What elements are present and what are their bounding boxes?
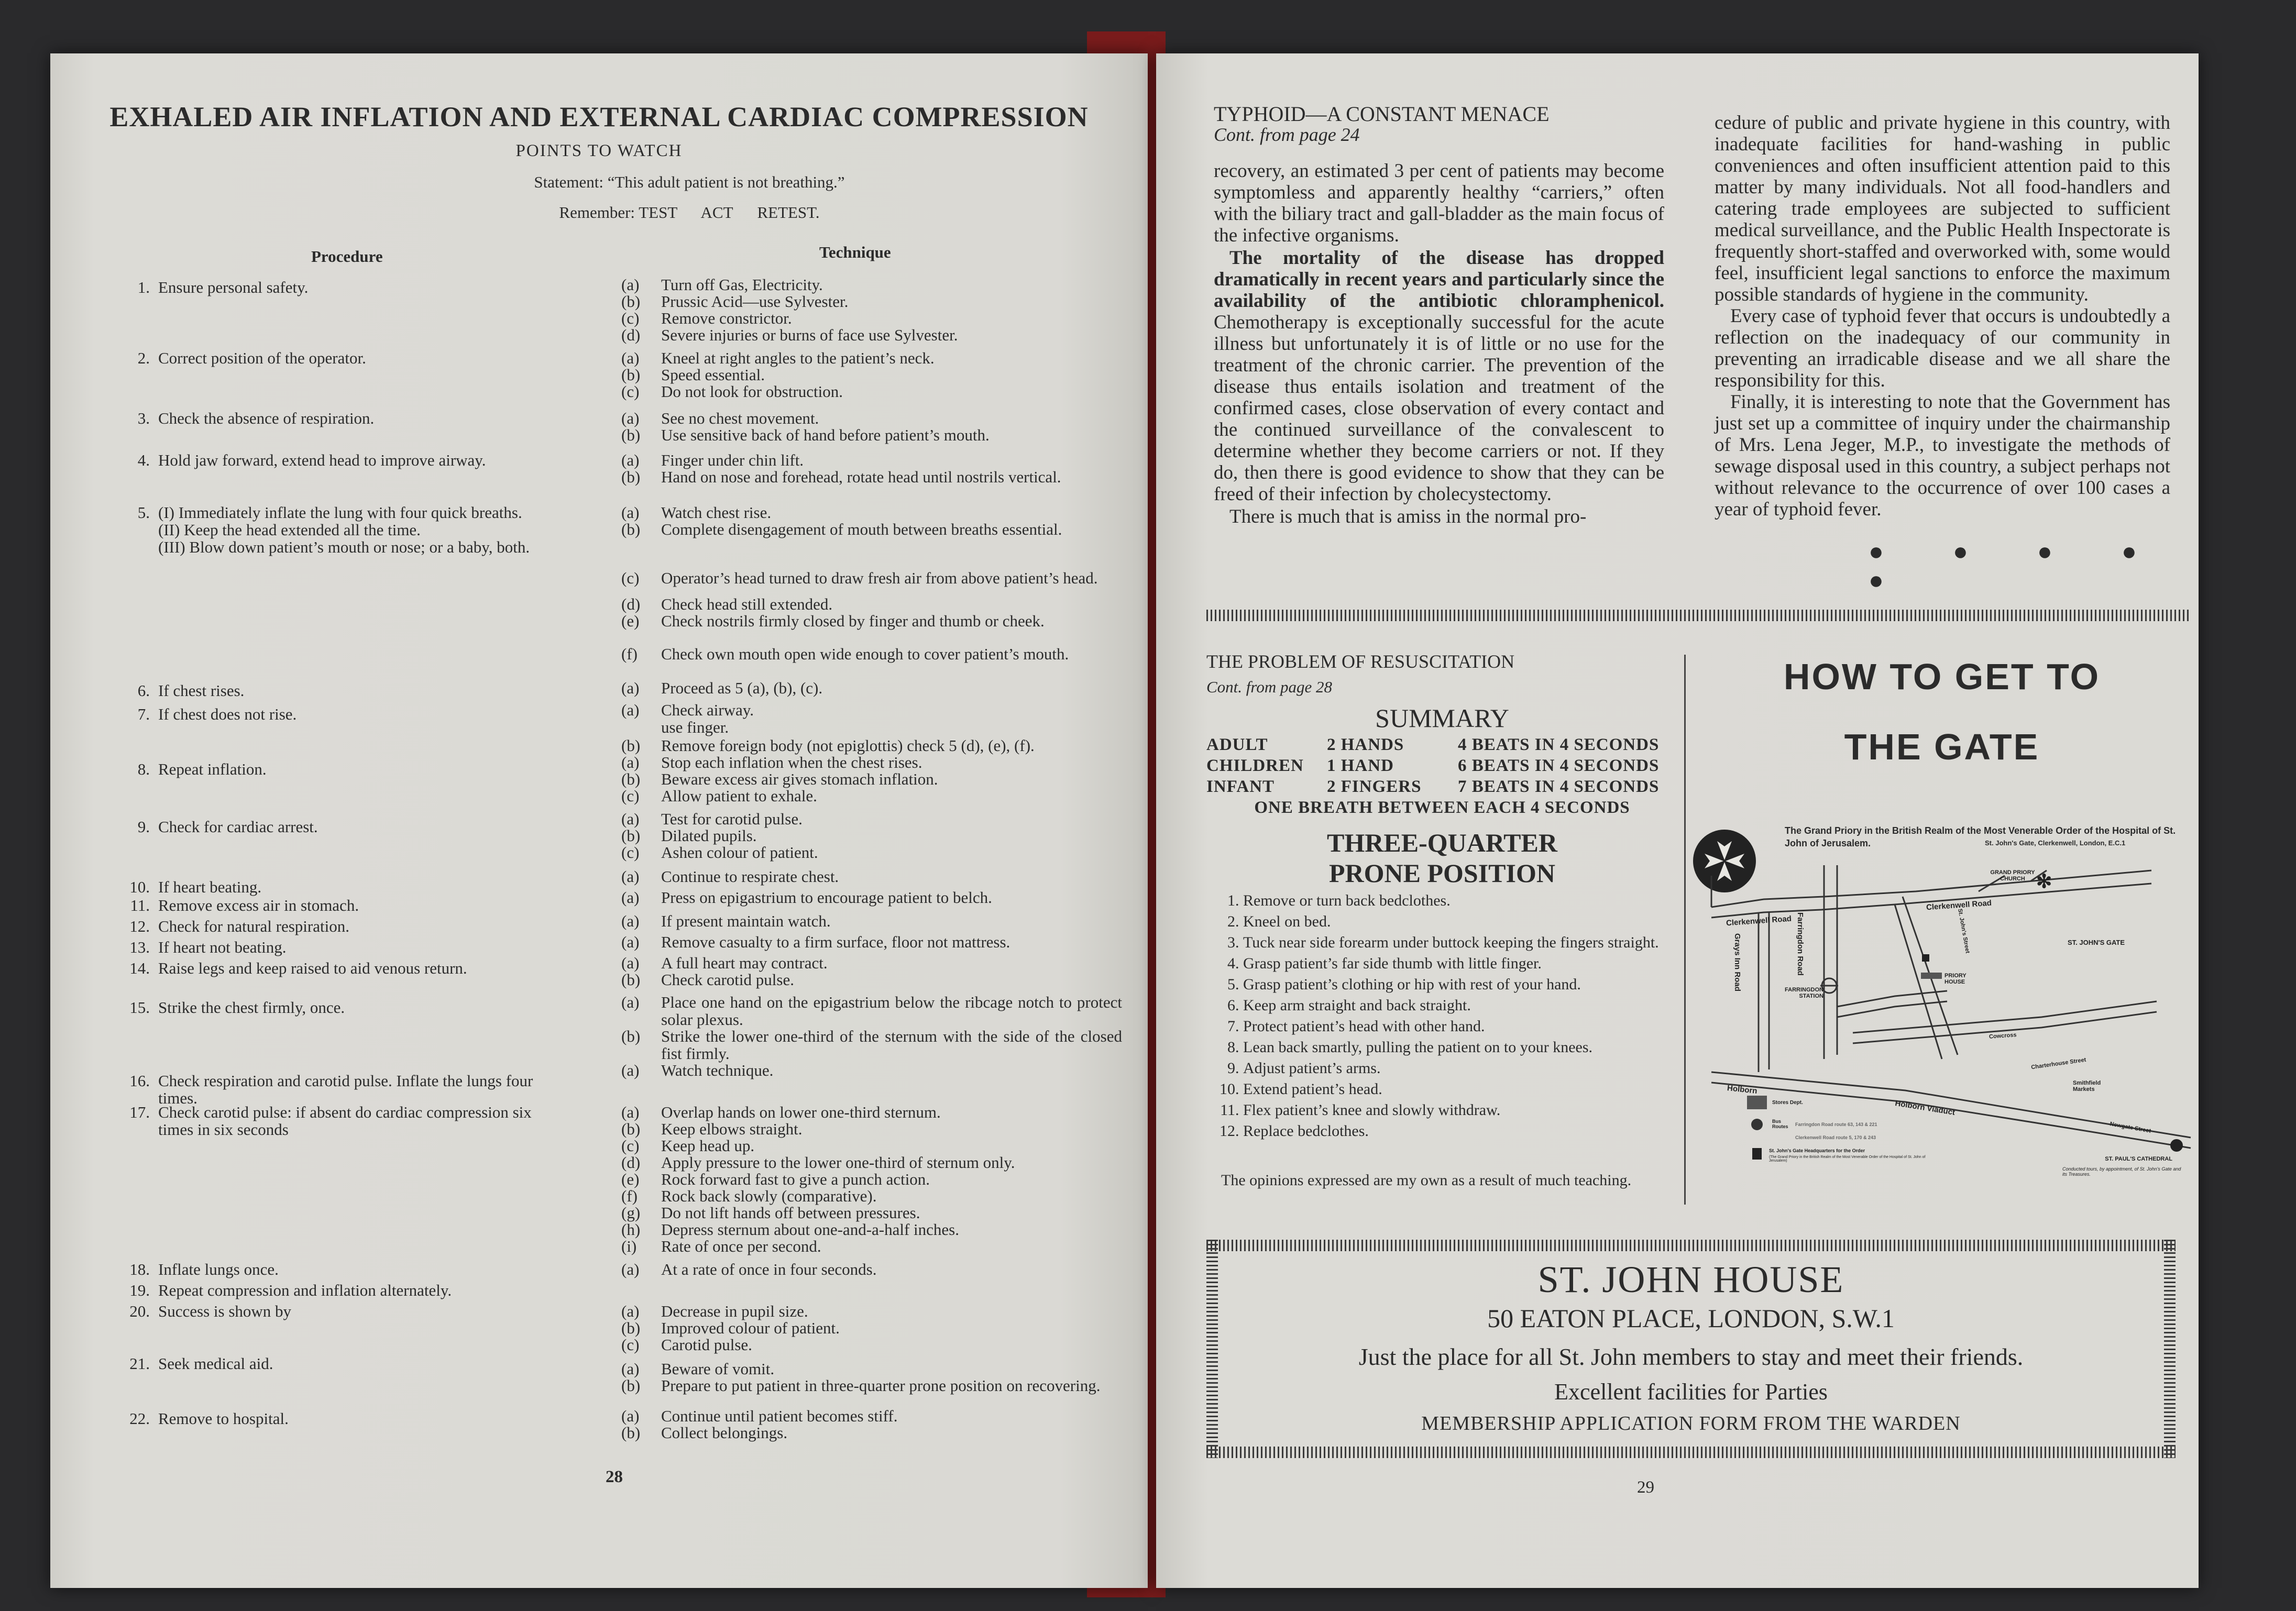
technique-letter: (a) [621, 888, 640, 907]
technique-text: Kneel at right angles to the patient’s neck. [661, 349, 935, 367]
technique-text: Continue until patient becomes stiff. [661, 1407, 898, 1425]
procedure-text: Success is shown by [158, 1302, 292, 1320]
technique-letter: (f) [621, 645, 638, 663]
section-divider [1206, 610, 2191, 621]
prone-step: 7. Protect patient’s head with other hand. [1243, 1016, 1678, 1037]
technique-text: Keep elbows straight. [661, 1120, 803, 1138]
prone-step: 12. Replace bedclothes. [1243, 1121, 1678, 1142]
summary-beats: 6 BEATS IN 4 SECONDS [1458, 756, 1660, 775]
farringdon-road-label: Farringdon Road [1796, 912, 1805, 976]
prone-step: 9. Adjust patient’s arms. [1243, 1058, 1678, 1079]
technique-letter: (b) [621, 468, 641, 486]
technique-letter: (b) [621, 736, 641, 755]
prone-step: 6. Keep arm straight and back straight. [1243, 995, 1678, 1016]
technique-text: Depress sternum about one-and-a-half inches. [661, 1220, 959, 1239]
summary-heading: SUMMARY [1375, 703, 1509, 733]
technique-letter: (b) [621, 1319, 641, 1337]
cowcross-label: Cowcross [1989, 1032, 2017, 1040]
technique-letter: (a) [621, 933, 640, 951]
holborn-label: Holborn [1727, 1084, 1758, 1096]
summary-who: INFANT [1206, 777, 1275, 796]
technique-text: Hand on nose and forehead, rotate head until nostrils vertical. [661, 468, 1061, 486]
technique-text: Watch technique. [661, 1061, 774, 1079]
procedure-number: 4. [137, 451, 150, 469]
grand-priory-church-label: GRAND PRIORY CHURCH [1990, 869, 2035, 882]
technique-letter: (a) [621, 1360, 640, 1378]
technique-text: Check own mouth open wide enough to cover patient’s mouth. [661, 645, 1069, 663]
procedure-number: 21. [129, 1354, 150, 1373]
technique-text: Prepare to put patient in three-quarter prone position on recovering. [661, 1376, 1101, 1395]
technique-text: Remove constrictor. [661, 309, 792, 327]
legend-gate-detail: (The Grand Priory in the British Realm of the Most Venerable Order of the Hospital of St. John of Jerusalem) [1769, 1155, 1926, 1163]
prone-step: 8. Lean back smartly, pulling the patient on to your knees. [1243, 1037, 1678, 1058]
technique-text: Severe injuries or burns of face use Sylvester. [661, 326, 958, 344]
smithfield-label: Smithfield Markets [2073, 1080, 2101, 1093]
prone-step: 1. Remove or turn back bedclothes. [1243, 890, 1678, 911]
procedure-number: 18. [129, 1260, 150, 1278]
technique-text: Rate of once per second. [661, 1237, 821, 1255]
technique-letter: (a) [621, 409, 640, 427]
prone-step: 10. Extend patient’s head. [1243, 1079, 1678, 1100]
technique-letter: (a) [621, 993, 640, 1011]
technique-letter: (c) [621, 843, 640, 862]
typhoid-bold-lead: The mortality of the disease has dropped dramatically in recent years and particularly since the availability of the antibiotic chloramphenicol. [1214, 247, 1664, 312]
procedure-number: 3. [137, 409, 150, 427]
technique-text: Prussic Acid—use Sylvester. [661, 292, 849, 311]
procedure-text: If heart beating. [158, 878, 262, 896]
typhoid-title: TYPHOID—A CONSTANT MENACE [1214, 102, 1550, 126]
technique-letter: (c) [621, 569, 640, 587]
technique-text: Do not lift hands off between pressures. [661, 1204, 920, 1222]
technique-letter: (b) [621, 970, 641, 989]
technique-letter: (b) [621, 1376, 641, 1395]
prone-step: 2. Kneel on bed. [1243, 911, 1678, 932]
typhoid-para: Every case of typhoid fever that occurs is undoubtedly a reflection on the inadequacy of our community in preventing an irradicable disease and we all share the responsibility for this. [1715, 305, 2170, 391]
gate-intro: The Grand Priory in the British Realm of the Most Venerable Order of the Hospital of St. John of Jerusalem. [1785, 825, 2176, 848]
procedure-number: 5. [137, 503, 150, 522]
technique-letter: (c) [621, 1136, 640, 1155]
procedure-number: 2. [137, 349, 150, 367]
typhoid-para: Finally, it is interesting to note that the Government has just set up a committee of inquiry under the chairmanship of Mrs. Lena Jeger, M.P., to investigate the methods of sewage disposal used in this country, a subject perhaps not without relevance to the occurrence of over 100 cases a year of typhoid fever. [1715, 391, 2170, 520]
legend-gate: St. John's Gate Headquarters for the Order [1769, 1148, 1865, 1153]
advert-border-top [1206, 1240, 2176, 1251]
technique-letter: (a) [621, 1407, 640, 1425]
technique-text: Decrease in pupil size. [661, 1302, 808, 1320]
procedure-number: 15. [129, 998, 150, 1017]
technique-text: Rock back slowly (comparative). [661, 1187, 877, 1205]
procedure-text: If chest does not rise. [158, 705, 297, 723]
technique-text: Place one hand on the epigastrium below the ribcage notch to protect solar plexus. [661, 993, 1122, 1029]
bus-routes-symbol [1751, 1119, 1763, 1130]
procedure-text: (I) Immediately inflate the lung with four quick breaths. (II) Keep the head extended all the time. (III) Blow down patient’s mouth or nose; or a baby, both. [158, 503, 530, 556]
gate-title-2: THE GATE [1844, 726, 2040, 767]
clerkenwell-road-east-label: Clerkenwell Road [1926, 898, 1992, 912]
technique-letter: (e) [621, 612, 640, 630]
technique-letter: (c) [621, 787, 640, 805]
procedure-text: Ensure personal safety. [158, 278, 309, 296]
procedure-text: Repeat inflation. [158, 760, 267, 778]
prone-steps [1206, 890, 1678, 1142]
technique-letter: (b) [621, 292, 641, 311]
prone-heading-2: PRONE POSITION [1328, 858, 1555, 888]
procedure-number: 9. [137, 818, 150, 836]
procedure-text: If heart not beating. [158, 938, 287, 956]
gate-marker [1922, 954, 1929, 962]
technique-letter: (b) [621, 1424, 641, 1442]
page-number: 28 [606, 1467, 623, 1486]
technique-header: Technique [819, 243, 891, 261]
procedure-text: Seek medical aid. [158, 1354, 273, 1373]
st-pauls-symbol [2170, 1139, 2183, 1152]
technique-letter: (a) [621, 503, 640, 522]
technique-letter: (a) [621, 701, 640, 719]
technique-letter: (a) [621, 810, 640, 828]
charterhouse-label: Charterhouse Street [2030, 1056, 2087, 1071]
procedure-number: 10. [129, 878, 150, 896]
procedure-text: Check respiration and carotid pulse. Inflate the lungs four times. [158, 1072, 533, 1107]
st-pauls-label: ST. PAUL'S CATHEDRAL [2105, 1156, 2172, 1162]
summary-footer: ONE BREATH BETWEEN EACH 4 SECONDS [1254, 798, 1630, 817]
technique-text: Do not look for obstruction. [661, 382, 843, 401]
summary-who: CHILDREN [1206, 756, 1304, 775]
technique-letter: (b) [621, 770, 641, 788]
end-dots: ● ● ● ● ● [1869, 538, 2168, 594]
summary-who: ADULT [1206, 735, 1268, 754]
gate-title-1: HOW TO GET TO [1783, 656, 2101, 697]
technique-letter: (a) [621, 912, 640, 930]
house-address: 50 EATON PLACE, LONDON, S.W.1 [1487, 1304, 1895, 1333]
procedure-text: Check the absence of respiration. [158, 409, 375, 427]
street-map [1696, 860, 2193, 1185]
technique-text: See no chest movement. [661, 409, 819, 427]
stores-dept-symbol [1747, 1096, 1767, 1109]
summary-beats: 4 BEATS IN 4 SECONDS [1458, 735, 1660, 754]
technique-letter: (c) [621, 309, 640, 327]
prone-step: 4. Grasp patient’s far side thumb with little finger. [1243, 953, 1678, 974]
technique-letter: (a) [621, 867, 640, 886]
procedure-number: 20. [129, 1302, 150, 1320]
technique-letter: (a) [621, 954, 640, 972]
technique-text: Improved colour of patient. [661, 1319, 840, 1337]
procedure-number: 14. [129, 959, 150, 977]
prone-step: 3. Tuck near side forearm under buttock keeping the fingers straight. [1243, 932, 1678, 953]
newgate-street-label: Newgate Street [2109, 1121, 2151, 1134]
technique-text: Beware of vomit. [661, 1360, 775, 1378]
procedure-text: Strike the chest firmly, once. [158, 998, 345, 1017]
prone-step: 5. Grasp patient’s clothing or hip with rest of your hand. [1243, 974, 1678, 995]
technique-text: Check carotid pulse. [661, 970, 794, 989]
technique-text: Rock forward fast to give a punch action. [661, 1170, 930, 1188]
procedure-text: Raise legs and keep raised to aid venous return. [158, 959, 467, 977]
technique-letter: (b) [621, 1120, 641, 1138]
summary-beats: 7 BEATS IN 4 SECONDS [1458, 777, 1660, 796]
technique-text: Stop each inflation when the chest rises. [661, 753, 922, 771]
tours-note: Conducted tours, by appointment, of St. John's Gate and its Treasures. [2062, 1166, 2181, 1177]
technique-text: Dilated pupils. [661, 826, 757, 845]
legend-stores: Stores Dept. [1772, 1100, 1803, 1106]
technique-text: Keep head up. [661, 1136, 755, 1155]
technique-text: Check nostrils firmly closed by finger and thumb or cheek. [661, 612, 1045, 630]
grays-inn-road-label: Grays Inn Road [1733, 933, 1742, 991]
house-line-2: Excellent facilities for Parties [1554, 1379, 1828, 1405]
technique-letter: (d) [621, 1153, 641, 1172]
page-title: EXHALED AIR INFLATION AND EXTERNAL CARDIAC COMPRESSION [109, 101, 1089, 133]
procedure-number: 22. [129, 1409, 150, 1428]
procedure-number: 17. [129, 1103, 150, 1121]
technique-letter: (a) [621, 1061, 640, 1079]
technique-letter: (b) [621, 1027, 641, 1045]
procedure-header: Procedure [311, 247, 383, 266]
technique-letter: (a) [621, 275, 640, 294]
technique-text: Complete disengagement of mouth between breaths essential. [661, 520, 1062, 538]
typhoid-para: cedure of public and private hygiene in this country, with inadequate facilities for hand-washing in public conveniences and often insufficient attention paid to this matter by many individuals. Not all food-handlers and catering trade employees are subjected to sufficient medical surveillance, and the Public Health Inspectorate is frequently short-staffed and overworked with, some would feel, insufficient legal sanctions to enforce the maximum possible standards of hygiene in the community. [1715, 112, 2170, 305]
technique-letter: (h) [621, 1220, 641, 1239]
procedure-text: Hold jaw forward, extend head to improve airway. [158, 451, 486, 469]
technique-letter: (d) [621, 326, 641, 344]
technique-text: Speed essential. [661, 366, 765, 384]
technique-text: If present maintain watch. [661, 912, 831, 930]
gate-address: St. John's Gate, Clerkenwell, London, E.C.1 [1985, 839, 2126, 847]
technique-letter: (a) [621, 1103, 640, 1121]
procedure-number: 16. [129, 1072, 150, 1090]
technique-text: Collect belongings. [661, 1424, 788, 1442]
procedure-number: 12. [129, 917, 150, 935]
procedure-text: Correct position of the operator. [158, 349, 366, 367]
summary-hands: 2 FINGERS [1327, 777, 1422, 796]
gate-legend-symbol [1752, 1148, 1762, 1160]
technique-text: Carotid pulse. [661, 1336, 752, 1354]
technique-letter: (e) [621, 1170, 640, 1188]
prone-step: 11. Flex patient’s knee and slowly withdraw. [1243, 1100, 1678, 1121]
prone-heading-1: THREE-QUARTER [1327, 828, 1557, 857]
legend-bus-detail-2: Clerkenwell Road route 5, 170 & 243 [1795, 1135, 1876, 1140]
technique-column [621, 53, 1135, 1588]
house-line-3: MEMBERSHIP APPLICATION FORM FROM THE WARDEN [1421, 1413, 1961, 1435]
right-page [1156, 53, 2199, 1588]
typhoid-column-2 [1715, 112, 2170, 520]
procedure-text: Inflate lungs once. [158, 1260, 279, 1278]
advert-border-bottom [1206, 1447, 2176, 1458]
technique-text: Ashen colour of patient. [661, 843, 818, 862]
holborn-viaduct-label: Holborn Viaduct [1894, 1099, 1956, 1117]
technique-text: Continue to respirate chest. [661, 867, 839, 886]
technique-text: Operator’s head turned to draw fresh air from above patient’s head. [661, 569, 1098, 587]
technique-letter: (d) [621, 595, 641, 613]
priory-house-block [1921, 973, 1942, 979]
typhoid-cont: Cont. from page 24 [1214, 124, 1360, 145]
house-name: ST. JOHN HOUSE [1537, 1259, 1844, 1300]
st-johns-gate-label: ST. JOHN'S GATE [2068, 939, 2125, 946]
technique-text: Turn off Gas, Electricity. [661, 275, 823, 294]
typhoid-column-1 [1214, 160, 1664, 527]
typhoid-para: recovery, an estimated 3 per cent of patients may become symptomless and apparently healthy “carriers,” often with the biliary tract and gall-bladder as the main focus of the infective organisms. [1214, 160, 1664, 246]
procedure-number: 6. [137, 681, 150, 700]
procedure-column [118, 53, 642, 1588]
statement: Statement: “This adult patient is not breathing.” [534, 173, 845, 191]
technique-text: Press on epigastrium to encourage patient to belch. [661, 888, 992, 907]
technique-text: Finger under chin lift. [661, 451, 804, 469]
technique-letter: (a) [621, 753, 640, 771]
technique-letter: (a) [621, 349, 640, 367]
technique-letter: (g) [621, 1204, 641, 1222]
farringdon-station-label: FARRINGDON STATION [1785, 987, 1823, 999]
technique-text: Apply pressure to the lower one-third of sternum only. [661, 1153, 1015, 1172]
technique-letter: (c) [621, 1336, 640, 1354]
resus-cont: Cont. from page 28 [1206, 678, 1332, 696]
technique-letter: (i) [621, 1237, 637, 1255]
resus-title: THE PROBLEM OF RESUSCITATION [1206, 651, 1515, 672]
resus-closing: The opinions expressed are my own as a result of much teaching. [1221, 1172, 1632, 1189]
procedure-text: Check for natural respiration. [158, 917, 349, 935]
procedure-number: 1. [137, 278, 150, 296]
technique-letter: (a) [621, 451, 640, 469]
page-subtitle: POINTS TO WATCH [515, 141, 683, 160]
technique-letter: (b) [621, 366, 641, 384]
typhoid-para-rest: Chemotherapy is exceptionally successful for the acute illness but unfortunately it is of little or no use for the treatment of the chronic carrier. The prevention of the disease thus entails isolation and treatment of the confirmed cases, close observation of every contact and the continued surveillance of the convalescent to determine whether they become carriers or not. If they do, then there is good evidence to show that they can be freed of their infection by cholecystectomy. [1214, 312, 1664, 505]
technique-text: Strike the lower one-third of the sternum with the side of the closed fist firmly. [661, 1027, 1122, 1063]
procedure-text: If chest rises. [158, 681, 245, 700]
technique-letter: (b) [621, 520, 641, 538]
technique-letter: (b) [621, 426, 641, 444]
technique-text: Test for carotid pulse. [661, 810, 803, 828]
technique-text: Watch chest rise. [661, 503, 772, 522]
technique-letter: (a) [621, 679, 640, 697]
technique-text: A full heart may contract. [661, 954, 828, 972]
page-number: 29 [1637, 1478, 1654, 1497]
technique-text: Proceed as 5 (a), (b), (c). [661, 679, 823, 697]
remember-line: Remember: TEST ACT RETEST. [559, 203, 820, 222]
technique-letter: (f) [621, 1187, 638, 1205]
st-johns-street-label: St. John's Street [1957, 908, 1971, 954]
technique-text: At a rate of once in four seconds. [661, 1260, 877, 1278]
procedure-text: Check for cardiac arrest. [158, 818, 318, 836]
technique-letter: (b) [621, 826, 641, 845]
procedure-number: 7. [137, 705, 150, 723]
procedure-number: 13. [129, 938, 150, 956]
priory-house-label: PRIORY HOUSE [1945, 973, 1967, 985]
clerkenwell-road-west-label: Clerkenwell Road [1726, 914, 1792, 928]
technique-text: Allow patient to exhale. [661, 787, 817, 805]
procedure-text: Remove to hospital. [158, 1409, 289, 1428]
technique-text: Check head still extended. [661, 595, 833, 613]
technique-letter: (c) [621, 382, 640, 401]
technique-text: Overlap hands on lower one-third sternum. [661, 1103, 941, 1121]
prone-steps-list [1206, 890, 1678, 1142]
technique-text: Beware excess air gives stomach inflation. [661, 770, 938, 788]
procedure-number: 19. [129, 1281, 150, 1299]
legend-bus-detail-1: Farringdon Road route 63, 143 & 221 [1795, 1122, 1877, 1127]
technique-text: Remove foreign body (not epiglottis) check 5 (d), (e), (f). [661, 736, 1035, 755]
technique-letter: (a) [621, 1302, 640, 1320]
typhoid-para [1214, 247, 1664, 505]
technique-text: Remove casualty to a firm surface, floor not mattress. [661, 933, 1010, 951]
church-icon: ✻ [2036, 870, 2052, 892]
summary-hands: 2 HANDS [1327, 735, 1404, 754]
column-divider [1684, 655, 1686, 1205]
technique-text: Use sensitive back of hand before patient’s mouth. [661, 426, 990, 444]
procedure-number: 8. [137, 760, 150, 778]
procedure-text: Repeat compression and inflation alternately. [158, 1281, 452, 1299]
typhoid-para: There is much that is amiss in the normal pro- [1229, 506, 1587, 527]
summary-hands: 1 HAND [1327, 756, 1394, 775]
technique-text: Check airway. use finger. [661, 701, 754, 736]
left-page [50, 53, 1148, 1588]
procedure-text: Check carotid pulse: if absent do cardiac compression six times in six seconds [158, 1103, 532, 1139]
legend-bus: Bus Routes [1772, 1119, 1788, 1129]
house-line-1: Just the place for all St. John members to stay and meet their friends. [1358, 1343, 2024, 1370]
technique-letter: (a) [621, 1260, 640, 1278]
procedure-number: 11. [130, 896, 150, 914]
procedure-text: Remove excess air in stomach. [158, 896, 359, 914]
